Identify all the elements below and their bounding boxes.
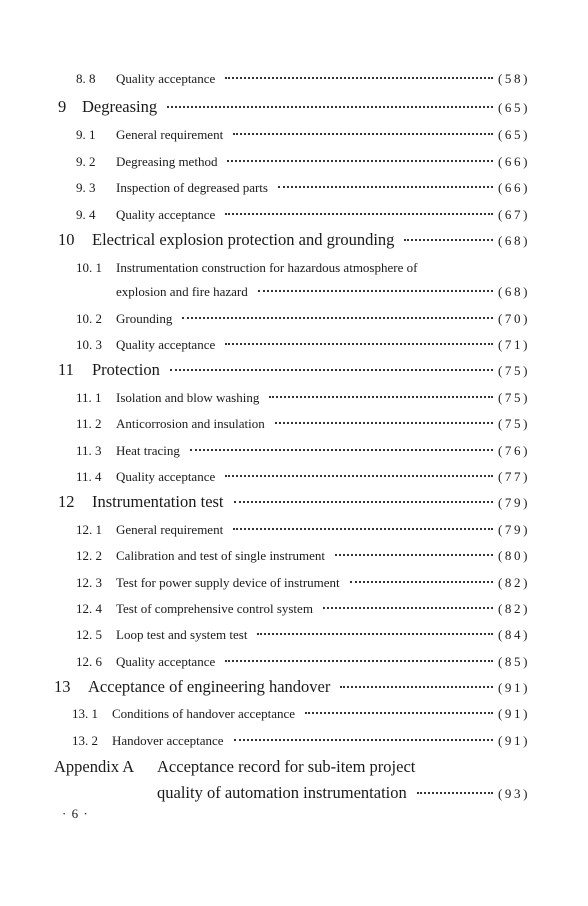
toc-title: Instrumentation test xyxy=(92,492,224,511)
toc-entry-11-3[interactable] xyxy=(76,443,528,459)
dot-leader xyxy=(170,369,493,371)
toc-entry-10-2[interactable] xyxy=(76,311,528,327)
toc-number: 12. 4 xyxy=(76,601,102,616)
dot-leader xyxy=(275,422,493,424)
toc-entry-12-4[interactable] xyxy=(76,601,528,617)
toc-number: 11 xyxy=(58,360,74,379)
toc-title: Quality acceptance xyxy=(116,337,216,352)
toc-page-number: (91) xyxy=(497,733,530,748)
dot-leader xyxy=(335,554,493,556)
toc-entry-9-2[interactable] xyxy=(76,154,528,170)
page-number-footer: · 6 · xyxy=(62,806,89,821)
toc-entry-12-2[interactable] xyxy=(76,548,528,564)
toc-number: 13 xyxy=(54,677,71,696)
dot-leader xyxy=(227,160,492,162)
toc-entry-12-6[interactable] xyxy=(76,654,528,670)
toc-number: 12. 2 xyxy=(76,548,102,563)
toc-number: 8. 8 xyxy=(76,71,96,86)
toc-title: Degreasing method xyxy=(116,154,218,169)
toc-number: 12. 6 xyxy=(76,654,102,669)
toc-page-number: (75) xyxy=(497,363,530,378)
toc-title: Quality acceptance xyxy=(116,71,216,86)
toc-entry-8-8[interactable] xyxy=(76,71,528,87)
dot-leader xyxy=(417,792,493,794)
toc-page-number: (75) xyxy=(497,416,530,431)
toc-page-number: (66) xyxy=(497,154,530,169)
dot-leader xyxy=(233,528,493,530)
dot-leader xyxy=(167,106,493,108)
toc-page-number: (93) xyxy=(497,786,530,801)
dot-leader xyxy=(225,213,493,215)
toc-page-number: (91) xyxy=(497,680,530,695)
toc-number: 10. 1 xyxy=(76,260,102,275)
toc-number: 9. 4 xyxy=(76,207,96,222)
toc-number: 12. 1 xyxy=(76,522,102,537)
toc-title: General requirement xyxy=(116,522,224,537)
dot-leader xyxy=(305,712,493,714)
dot-leader xyxy=(182,317,493,319)
toc-page-number: (79) xyxy=(497,495,530,510)
toc-chapter-10[interactable] xyxy=(58,230,528,250)
toc-page-number: (75) xyxy=(497,390,530,405)
dot-leader xyxy=(350,581,493,583)
dot-leader xyxy=(190,449,493,451)
toc-page-number: (77) xyxy=(497,469,530,484)
dot-leader xyxy=(225,343,493,345)
toc-title: Electrical explosion protection and grounding xyxy=(92,230,395,249)
dot-leader xyxy=(258,290,493,292)
toc-page-number: (58) xyxy=(497,71,530,86)
toc-entry-10-1-line1[interactable] xyxy=(76,260,417,276)
toc-appendix-a-line1[interactable] xyxy=(54,757,415,777)
toc-entry-12-5[interactable] xyxy=(76,627,528,643)
dot-leader xyxy=(269,396,493,398)
toc-title: Quality acceptance xyxy=(116,654,216,669)
toc-entry-9-4[interactable] xyxy=(76,207,528,223)
toc-entry-13-1[interactable] xyxy=(72,706,528,722)
toc-page-number: (84) xyxy=(497,627,530,642)
toc-page-number: (65) xyxy=(497,127,530,142)
dot-leader xyxy=(278,186,493,188)
toc-number: 10. 2 xyxy=(76,311,102,326)
toc-number: 13. 1 xyxy=(72,706,98,721)
dot-leader xyxy=(257,633,493,635)
toc-number: 11. 1 xyxy=(76,390,102,405)
dot-leader xyxy=(234,739,493,741)
toc-title: Handover acceptance xyxy=(112,733,224,748)
toc-title: Heat tracing xyxy=(116,443,180,458)
toc-title: Protection xyxy=(92,360,160,379)
toc-chapter-12[interactable] xyxy=(58,492,528,512)
toc-number: 13. 2 xyxy=(72,733,98,748)
toc-number: 11. 4 xyxy=(76,469,102,484)
toc-title: Instrumentation construction for hazardous atmosphere of xyxy=(116,260,418,275)
toc-page-number: (82) xyxy=(497,601,530,616)
toc-number: 11. 2 xyxy=(76,416,102,431)
toc-chapter-11[interactable] xyxy=(58,360,528,380)
toc-title: Anticorrosion and insulation xyxy=(116,416,265,431)
toc-number: 10 xyxy=(58,230,75,249)
toc-title-continued: explosion and fire hazard xyxy=(116,284,248,299)
toc-page-number: (82) xyxy=(497,575,530,590)
toc-number: 9. 1 xyxy=(76,127,96,142)
toc-number: 9 xyxy=(58,97,67,116)
toc-page-number: (65) xyxy=(497,100,530,115)
toc-page-number: (79) xyxy=(497,522,530,537)
toc-number: 10. 3 xyxy=(76,337,102,352)
dot-leader xyxy=(323,607,493,609)
toc-title: Calibration and test of single instrument xyxy=(116,548,326,563)
toc-title: Grounding xyxy=(116,311,173,326)
toc-entry-11-2[interactable] xyxy=(76,416,528,432)
toc-title: Test for power supply device of instrument xyxy=(116,575,340,590)
toc-title: Acceptance record for sub-item project xyxy=(157,757,416,776)
dot-leader xyxy=(340,686,493,688)
toc-title: Acceptance of engineering handover xyxy=(88,677,331,696)
toc-number: 9. 3 xyxy=(76,180,96,195)
toc-page-number: (80) xyxy=(497,548,530,563)
toc-title: General requirement xyxy=(116,127,224,142)
dot-leader xyxy=(233,133,493,135)
toc-entry-10-3[interactable] xyxy=(76,337,528,353)
toc-title: Isolation and blow washing xyxy=(116,390,260,405)
toc-entry-12-3[interactable] xyxy=(76,575,528,591)
toc-entry-13-2[interactable] xyxy=(72,733,528,749)
toc-entry-9-1[interactable] xyxy=(76,127,528,143)
toc-entry-11-4[interactable] xyxy=(76,469,528,485)
toc-number: 11. 3 xyxy=(76,443,102,458)
dot-leader xyxy=(404,239,493,241)
toc-chapter-13[interactable] xyxy=(54,677,528,697)
toc-appendix-a-line2[interactable] xyxy=(157,783,528,803)
toc-page-number: (68) xyxy=(497,284,530,299)
toc-page-number: (91) xyxy=(497,706,530,721)
toc-title: Inspection of degreased parts xyxy=(116,180,268,195)
dot-leader xyxy=(225,475,493,477)
toc-title: Test of comprehensive control system xyxy=(116,601,313,616)
toc-title: Degreasing xyxy=(82,97,158,116)
dot-leader xyxy=(234,501,493,503)
toc-title: Quality acceptance xyxy=(116,469,216,484)
toc-number: 12. 5 xyxy=(76,627,102,642)
dot-leader xyxy=(225,77,493,79)
toc-number: 12. 3 xyxy=(76,575,102,590)
toc-chapter-9[interactable] xyxy=(58,97,528,117)
toc-entry-10-1-line2[interactable] xyxy=(116,284,528,300)
toc-page-number: (68) xyxy=(497,233,530,248)
toc-title: Quality acceptance xyxy=(116,207,216,222)
toc-page-number: (71) xyxy=(497,337,530,352)
toc-entry-12-1[interactable] xyxy=(76,522,528,538)
toc-number: 9. 2 xyxy=(76,154,96,169)
toc-entry-11-1[interactable] xyxy=(76,390,528,406)
toc-title-continued: quality of automation instrumentation xyxy=(157,783,407,802)
toc-title: Loop test and system test xyxy=(116,627,248,642)
dot-leader xyxy=(225,660,493,662)
toc-number: Appendix A xyxy=(54,757,135,776)
toc-entry-9-3[interactable] xyxy=(76,180,528,196)
toc-page-number: (67) xyxy=(497,207,530,222)
toc-page-number: (85) xyxy=(497,654,530,669)
toc-page-number: (76) xyxy=(497,443,530,458)
toc-number: 12 xyxy=(58,492,75,511)
toc-page-number: (66) xyxy=(497,180,530,195)
toc-title: Conditions of handover acceptance xyxy=(112,706,296,721)
toc-page-number: (70) xyxy=(497,311,530,326)
